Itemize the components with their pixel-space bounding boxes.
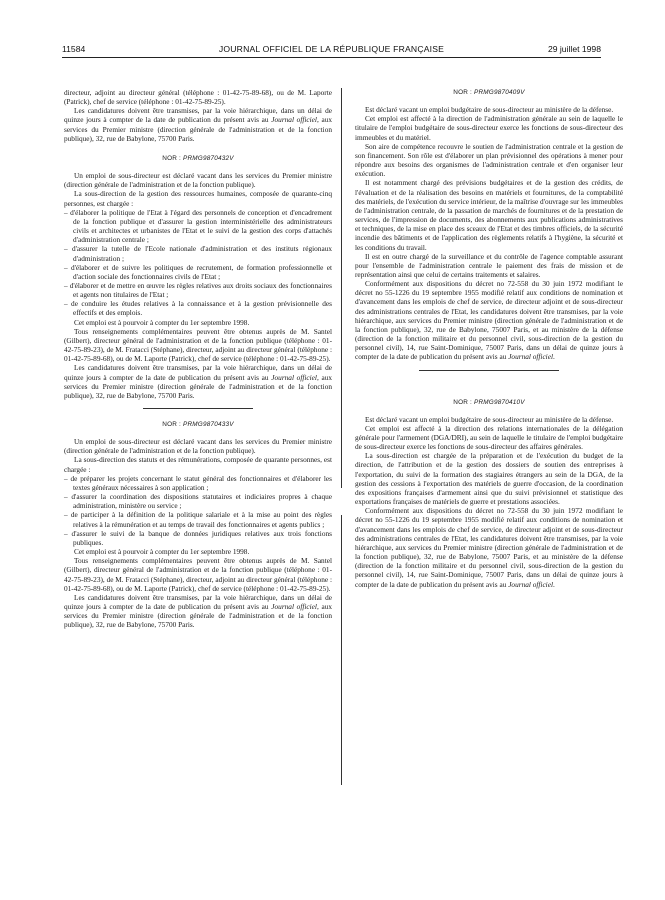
page-number: 11584 — [62, 44, 86, 54]
list-item: – d'assurer la coordination des dispositions statutaires et indiciaires propres à chaque administration, ministère ou service ; — [64, 492, 332, 510]
nor-reference: NOR : PRMG9870432V — [162, 154, 234, 162]
journal-title: JOURNAL OFFICIEL DE LA RÉPUBLIQUE FRANÇAISE — [218, 44, 445, 54]
list-item: – d'élaborer et de mettre en œuvre les règles relatives aux droits sociaux des fonctionnaires et agents non titulaires de l'Etat ; — [64, 281, 332, 299]
list-item: – de préparer les projets concernant le statut général des fonctionnaires et d'élaborer les textes généraux nécessaires à son application ; — [64, 474, 332, 492]
notice-paragraph: Est déclaré vacant un emploi budgétaire de sous-directeur au ministère de la défense. — [365, 105, 614, 115]
notice-paragraph: Tous renseignements complémentaires peuvent être obtenus auprès de M. Santel (Gilbert), directeur général de l'administration et de la fonction publique (téléphone : 01-42-75-89-23), de M. Fratacci (Stéphane), directeur, adjoint au directeur général (téléphone : 01-42-75-89-68), ou de M. Laporte (Patrick), chef de service (téléphone : 01-42-75-89-25). — [64, 326, 332, 364]
notice-paragraph: La sous-direction est chargée de la préparation et de l'exécution du budget de la direction, de l'attribution et de la gestion des dossiers de soutien des entreprises à l'exportation, du suivi de la formation des stagiaires étrangers au sein de la DGA, de la gestion des cessions à l'exportation des matériels de guerre d'occasion, de la coordination des expositions françaises d'armement ainsi que du suivi prévisionnel et statistique des exportations françaises de matériels de guerre et prestations associées. — [355, 451, 623, 507]
notice-paragraph: Les candidatures doivent être transmises, par la voie hiérarchique, dans un délai de quinze jours à compter de la date de publication du présent avis au Journal officiel, aux services du Premier ministre (direction générale de l'administration et de la fonction publique), 32, rue de Babylone, 75700 Paris. — [64, 363, 333, 400]
list-item: – d'élaborer la politique de l'Etat à l'égard des personnels de conception et d'encadrement de la fonction publique et d'assurer la gestion interministérielle des administrateurs civils et architectes et urbanistes de l'Etat et le suivi de la gestion des corps d'attachés d'administration centrale ; — [64, 208, 332, 245]
notice-paragraph: Un emploi de sous-directeur est déclaré vacant dans les services du Premier ministre (direction générale de l'administration et de la fonction publique). — [64, 437, 332, 456]
notice-paragraph: Son aire de compétence recouvre le soutien de l'administration centrale et la gestion de son financement. Son rôle est d'élaborer un plan prévisionnel des opérations à mener pour répondre aux besoins des organismes de l'administration centrale et d'en organiser leur exécution. — [355, 141, 623, 179]
notice-paragraph: Il est notamment chargé des prévisions budgétaires et de la gestion des crédits, de l'évaluation et de la réalisation des besoins en matériels et fournitures, de la comptabilité des matériels, de l'exécution du service intérieur, de la maîtrise d'ouvrage sur les immeubles de l'administration centrale, de la passation de marchés de fournitures et de la prestation de services, de l'impression de documents, des abonnements aux publications administratives et techniques, de la mise en place des sceaux de l'Etat et des timbres officiels, de la sécurité incendie des bâtiments et de l'application des règlements relatifs à l'hygiène, la sécurité et les conditions du travail. — [355, 178, 623, 252]
duties-list — [64, 474, 332, 547]
notice-paragraph: La sous-direction des statuts et des rémunérations, composée de quarante personnes, est chargée : — [64, 455, 332, 474]
right-column — [355, 88, 623, 589]
notice-paragraph: directeur, adjoint au directeur général (téléphone : 01-42-75-89-68), ou de M. Laporte (Patrick), chef de service (téléphone : 01-42-75-89-25). — [64, 88, 332, 107]
notice-paragraph: Cet emploi est affecté à la direction des relations internationales de la délégation générale pour l'armement (DGA/DRI), au sein de laquelle le titulaire de l'emploi budgétaire de sous-directeur exerce les fonctions de sous-directeur des affaires générales. — [355, 423, 623, 452]
nor-reference: NOR : PRMG9870410V — [453, 398, 525, 406]
notice-paragraph: Est déclaré vacant un emploi budgétaire de sous-directeur au ministère de la défense. — [365, 414, 614, 424]
notice-paragraph: Conformément aux dispositions du décret no 72-558 du 30 juin 1972 modifiant le décret no 55-1226 du 19 septembre 1955 modifié relatif aux conditions de nomination et d'avancement dans les emplois de chef de service, de directeur adjoint et de sous-directeur des administrations centrales de l'Etat, les candidatures doivent être transmises, par la voie hiérarchique, aux services du Premier ministre (direction générale de l'administration et de la fonction publique), 32, rue de Babylone, 75007 Paris, et au ministère de la défense (direction de la fonction militaire et du personnel civil, sous-direction de la gestion du personnel civil), 14, rue Saint-Dominique, 75007 Paris, dans un délai de quinze jours à compter de la date de publication du présent avis au Journal officiel. — [355, 506, 623, 589]
section-separator — [143, 408, 253, 409]
column-divider-bottom — [341, 515, 342, 785]
duties-list — [64, 208, 332, 318]
notice-paragraph: Il est en outre chargé de la surveillance et du contrôle de l'agence comptable assurant pour l'ensemble de l'administration centrale le paiement des frais de mission et de représentation ainsi que celui de certains traitements et salaires. — [355, 251, 623, 279]
list-item: – d'assurer la tutelle de l'Ecole nationale d'administration et des instituts régionaux d'administration ; — [64, 244, 332, 262]
notice-paragraph: Les candidatures doivent être transmises, par la voie hiérarchique, dans un délai de quinze jours à compter de la date de publication du présent avis au Journal officiel, aux services du Premier ministre (direction générale de l'administration et de la fonction publique), 32, rue de Babylone, 75700 Paris. — [64, 592, 333, 630]
column-divider-top — [341, 88, 342, 488]
nor-reference: NOR : PRMG9870409V — [453, 89, 525, 96]
notice-paragraph: Un emploi de sous-directeur est déclaré vacant dans les services du Premier ministre (direction générale de l'administration et de la fonction publique). — [64, 171, 332, 190]
notice-paragraph: Tous renseignements complémentaires peuvent être obtenus auprès de M. Santel (Gilbert), directeur général de l'administration et de la fonction publique (téléphone : 01-42-75-89-23), de M. Fratacci (Stéphane), directeur, adjoint au directeur général (téléphone : 01-42-75-89-68), ou de M. Laporte (Patrick), chef de service (téléphone : 01-42-75-89-25). — [64, 556, 332, 593]
list-item: – d'élaborer et de suivre les politiques de recrutement, de formation professionnelle et d'action sociale des fonctionnaires civils de l'Etat ; — [64, 263, 332, 281]
header-rule — [62, 57, 601, 58]
notice-paragraph: La sous-direction de la gestion des ressources humaines, composée de quarante-cinq personnes, est chargée : — [64, 189, 332, 208]
notice-paragraph: Cet emploi est à pourvoir à compter du 1er septembre 1998. — [74, 547, 250, 557]
issue-date: 29 juillet 1998 — [547, 44, 601, 54]
left-column — [64, 88, 332, 629]
nor-reference: NOR : PRMG9870433V — [162, 421, 234, 428]
list-item: – de participer à la définition de la politique salariale et à la mise au point des règles relatives à la rémunération et au temps de travail des fonctionnaires et agents publics ; — [64, 510, 332, 528]
notice-paragraph: Les candidatures doivent être transmises, par la voie hiérarchique, dans un délai de quinze jours à compter de la date de publication du présent avis au Journal officiel, aux services du Premier ministre (direction générale de l'administration et de la fonction publique), 32, rue de Babylone, 75700 Paris. — [64, 106, 333, 143]
section-separator — [419, 370, 559, 371]
notice-paragraph: Cet emploi est affecté à la direction de l'administration générale au sein de laquelle le titulaire de l'emploi budgétaire de sous-directeur exerce les fonctions de sous-directeur des immeubles et du matériel. — [355, 114, 623, 142]
list-item: – d'assurer le suivi de la banque de données juridiques relatives aux trois fonctions publiques. — [64, 529, 332, 547]
list-item: – de conduire les études relatives à la connaissance et à la gestion prévisionnelle des effectifs et des emplois. — [64, 299, 332, 317]
notice-paragraph: Cet emploi est à pourvoir à compter du 1er septembre 1998. — [74, 317, 250, 327]
notice-paragraph: Conformément aux dispositions du décret no 72-558 du 30 juin 1972 modifiant le décret no 55-1226 du 19 septembre 1955 modifié relatif aux conditions de nomination et d'avancement dans les emplois de chef de service, de directeur adjoint et de sous-directeur des administrations centrales de l'Etat, les candidatures doivent être transmises, par la voie hiérarchique, aux services du Premier ministre (direction générale de l'administration et de la fonction publique), 32, rue de Babylone, 75007 Paris, et au ministère de la défense (direction de la fonction militaire et du personnel civil, sous-direction de la gestion du personnel civil), 14, rue Saint-Dominique, 75007 Paris, dans un délai de quinze jours à compter de la date de publication du présent avis au Journal officiel. — [355, 279, 623, 362]
